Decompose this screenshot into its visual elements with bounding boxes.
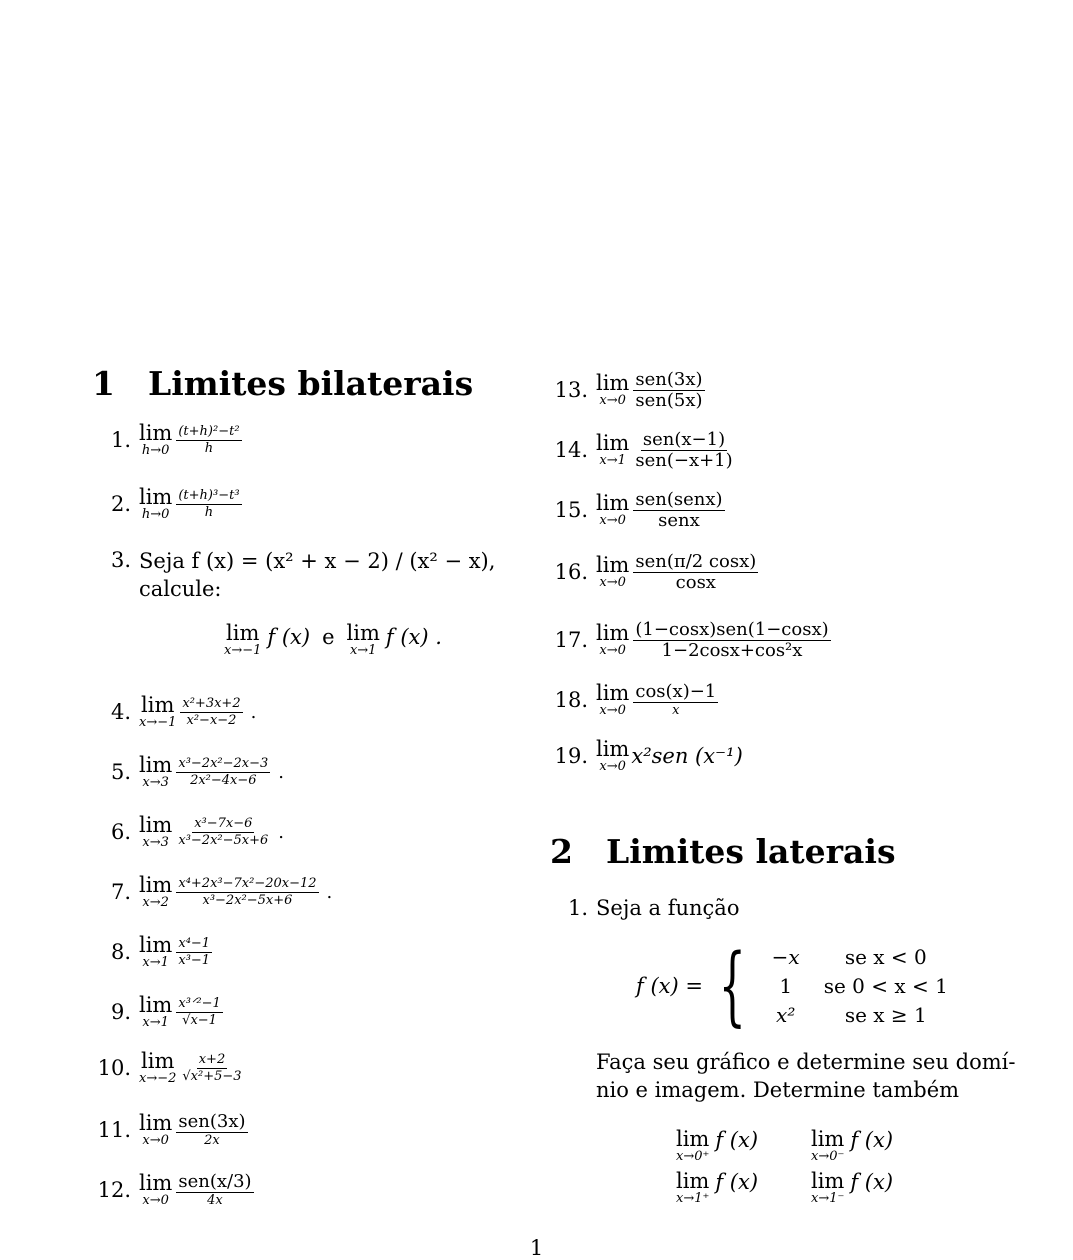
- limit-expression: [139, 484, 244, 524]
- numerator: sen(3x): [178, 1110, 246, 1132]
- exercise-item: [110, 872, 559, 912]
- section-1-title: Limites bilaterais: [148, 364, 474, 403]
- suffix: .: [278, 761, 285, 783]
- fraction: [633, 682, 718, 719]
- exercise-item: [110, 992, 559, 1032]
- page-number: 1: [529, 1236, 544, 1260]
- case-value: x²: [776, 1002, 796, 1027]
- exercise-number: 10.: [97, 1056, 131, 1080]
- fraction: [633, 430, 734, 471]
- limit-operator: lim x→1: [139, 933, 173, 970]
- numerator: x³ᐟ²−1: [178, 995, 221, 1011]
- limit-operator: lim h→0: [139, 421, 173, 458]
- limit-operator: lim x→0: [596, 681, 630, 718]
- case-value: −x: [771, 944, 800, 969]
- expression: x²sen (x⁻¹): [631, 744, 743, 768]
- limit-operator: lim x→−1: [139, 693, 177, 730]
- exercise-3-limits: [224, 622, 442, 658]
- exercise-number: 16.: [554, 560, 588, 584]
- exercise-item: [97, 1110, 559, 1150]
- limit-expression: [139, 692, 256, 732]
- numerator: (t+h)²−t²: [178, 423, 240, 439]
- exercise-item: [554, 428, 1016, 471]
- limit-operator: lim x→1: [596, 431, 630, 468]
- denominator: senx: [658, 509, 700, 531]
- limit-expression: [139, 752, 284, 792]
- section-2-heading: [550, 832, 896, 872]
- exercise-item: [554, 368, 1016, 411]
- limit-expression: [139, 812, 284, 852]
- denominator: 2x: [204, 1132, 220, 1148]
- denominator: 1−2cosx+cos²x: [661, 639, 803, 661]
- exercise-item: [110, 932, 559, 972]
- denominator: sen(5x): [635, 389, 703, 411]
- exercise-number: 1.: [567, 896, 588, 920]
- limit-expression: [139, 872, 332, 912]
- numerator: sen(x−1): [642, 428, 726, 450]
- numerator: x⁴−1: [178, 935, 211, 951]
- case-condition: se x ≥ 1: [844, 1002, 927, 1027]
- section-1-number: 1: [92, 364, 115, 403]
- exercise-number: 5.: [110, 760, 131, 784]
- numerator: sen(x/3): [178, 1170, 252, 1192]
- limit-expression: [596, 370, 707, 410]
- numerator: x³−7x−6: [194, 815, 253, 831]
- limit-operator: lim x→0: [596, 621, 630, 658]
- exercise-item: [554, 618, 1016, 661]
- exercise-number: 7.: [110, 880, 131, 904]
- left-brace-icon: {: [718, 936, 746, 1036]
- exercise-number: 13.: [554, 378, 588, 402]
- numerator: x³−2x²−2x−3: [178, 755, 269, 771]
- exercise-item: [554, 736, 1016, 776]
- denominator: x³−2x²−5x+6: [202, 892, 293, 908]
- fraction: [633, 490, 724, 531]
- denominator: h: [204, 440, 214, 456]
- limit-expression: f (x) .: [385, 625, 442, 649]
- section-1-heading: [92, 364, 473, 404]
- exercise-number: 1.: [110, 428, 131, 452]
- denominator: cosx: [675, 571, 716, 593]
- case-value: 1: [779, 973, 793, 998]
- exercise-item: [554, 680, 1016, 720]
- fraction: [176, 876, 318, 909]
- fraction: [633, 620, 830, 661]
- case-row: [760, 943, 960, 972]
- denominator: 2x²−4x−6: [190, 772, 257, 788]
- exercise-item: [110, 692, 559, 732]
- fraction: [176, 424, 241, 457]
- numerator: (t+h)³−t³: [178, 487, 240, 503]
- section-2-number: 2: [550, 832, 573, 871]
- limit-operator: lim x→0: [596, 553, 630, 590]
- suffix: .: [326, 881, 333, 903]
- exercise-item: [110, 484, 559, 524]
- cases-table: [760, 943, 960, 1030]
- exercise-number: 19.: [554, 744, 588, 768]
- function-lhs: f (x) =: [636, 974, 703, 998]
- limit-expression: [139, 1048, 246, 1088]
- lateral-limit: lim x→1⁻ f (x): [811, 1169, 894, 1206]
- case-condition: se x < 0: [844, 944, 927, 969]
- limit-expression: [139, 1110, 250, 1150]
- exercise-number: 9.: [110, 1000, 131, 1024]
- lateral-limit: lim x→0⁻ f (x): [811, 1127, 894, 1164]
- lateral-limit: lim x→1⁺ f (x): [676, 1169, 759, 1206]
- case-condition: se 0 < x < 1: [823, 973, 948, 998]
- fraction: [633, 370, 704, 411]
- exercise-3-statement: Seja f (x) = (x² + x − 2) / (x² − x),: [139, 549, 496, 573]
- exercise-item: [554, 550, 1016, 593]
- exercise-item: [110, 420, 559, 460]
- exercise-number: 4.: [110, 700, 131, 724]
- conjunction: e: [322, 625, 335, 649]
- denominator: sen(−x+1): [635, 449, 733, 471]
- fraction: [180, 1052, 243, 1085]
- numerator: x+2: [198, 1051, 226, 1067]
- limit-expression: [596, 490, 727, 530]
- section-2-exercise-1: [567, 893, 740, 923]
- suffix: .: [250, 701, 257, 723]
- limit-operator: lim x→0: [596, 371, 630, 408]
- denominator: h: [204, 504, 214, 520]
- limit-operator: lim x→1: [139, 993, 173, 1030]
- exercise-item: [97, 1048, 559, 1088]
- limit-operator: lim x→2: [139, 873, 173, 910]
- limit-operator: lim x→−1: [224, 621, 262, 658]
- numerator: sen(3x): [635, 368, 703, 390]
- exercise-number: 3.: [110, 548, 131, 572]
- denominator: 4x: [207, 1192, 223, 1208]
- limit-expression: [596, 552, 760, 592]
- fraction: [176, 1172, 253, 1209]
- limit-operator: lim x→1: [346, 621, 380, 658]
- limit-operator: lim x→−2: [139, 1049, 177, 1086]
- lateral-limits-grid: [676, 1128, 946, 1206]
- case-row: [760, 1001, 960, 1030]
- limit-expression: [139, 420, 244, 460]
- limit-operator: lim x→0: [139, 1171, 173, 1208]
- fraction: [176, 816, 270, 849]
- exercise-item: [110, 752, 559, 792]
- limit-expression: [139, 992, 225, 1032]
- numerator: cos(x)−1: [635, 680, 717, 702]
- denominator: x²−x−2: [186, 712, 237, 728]
- exercise-3: [110, 546, 539, 606]
- lateral-limit: lim x→0⁺ f (x): [676, 1127, 759, 1164]
- limit-operator: lim h→0: [139, 485, 173, 522]
- piecewise-function: [636, 936, 960, 1036]
- exercise-number: 14.: [554, 438, 588, 462]
- limit-expression: [596, 430, 737, 470]
- denominator: x³−1: [178, 952, 211, 968]
- limit-operator: lim x→3: [139, 813, 173, 850]
- limit-expression: [139, 932, 214, 972]
- case-row: [760, 972, 960, 1001]
- exercise-number: 17.: [554, 628, 588, 652]
- exercise-item: [110, 812, 559, 852]
- exercise-instructions: Faça seu gráfico e determine seu domí-: [596, 1050, 1016, 1074]
- denominator: x³−2x²−5x+6: [178, 832, 269, 848]
- limit-expression: [596, 620, 833, 660]
- numerator: (1−cosx)sen(1−cosx): [635, 618, 829, 640]
- exercise-number: 12.: [97, 1178, 131, 1202]
- limit-operator: lim x→0: [139, 1111, 173, 1148]
- exercise-number: 11.: [97, 1118, 131, 1142]
- fraction: [176, 996, 222, 1029]
- limit-operator: lim x→0: [596, 737, 630, 774]
- fraction: [176, 1112, 247, 1149]
- numerator: x²+3x+2: [182, 695, 241, 711]
- exercise-3-statement-cont: calcule:: [139, 577, 222, 601]
- fraction: [180, 696, 242, 729]
- numerator: sen(senx): [635, 488, 723, 510]
- fraction: [176, 756, 270, 789]
- suffix: .: [278, 821, 285, 843]
- exercise-instructions-cont: nio e imagem. Determine também: [596, 1078, 960, 1102]
- numerator: x⁴+2x³−7x²−20x−12: [178, 875, 317, 891]
- exercise-number: 15.: [554, 498, 588, 522]
- exercise-number: 2.: [110, 492, 131, 516]
- denominator: √x²+5−3: [182, 1068, 242, 1084]
- exercise-item: [554, 488, 1016, 531]
- limit-expression: [139, 1170, 256, 1210]
- denominator: √x−1: [182, 1012, 217, 1028]
- exercise-number: 6.: [110, 820, 131, 844]
- exercise-number: 8.: [110, 940, 131, 964]
- limit-expression: f (x): [267, 625, 311, 649]
- fraction: [176, 488, 241, 521]
- limit-operator: lim x→3: [139, 753, 173, 790]
- exercise-item: [97, 1170, 559, 1210]
- numerator: sen(π/2 cosx): [635, 550, 757, 572]
- fraction: [176, 936, 212, 969]
- limit-expression: [596, 736, 743, 776]
- fraction: [633, 552, 758, 593]
- exercise-number: 18.: [554, 688, 588, 712]
- section-2-title: Limites laterais: [606, 832, 896, 871]
- exercise-intro: Seja a função: [596, 896, 740, 920]
- limit-operator: lim x→0: [596, 491, 630, 528]
- limit-expression: [596, 680, 720, 720]
- denominator: x: [672, 702, 680, 718]
